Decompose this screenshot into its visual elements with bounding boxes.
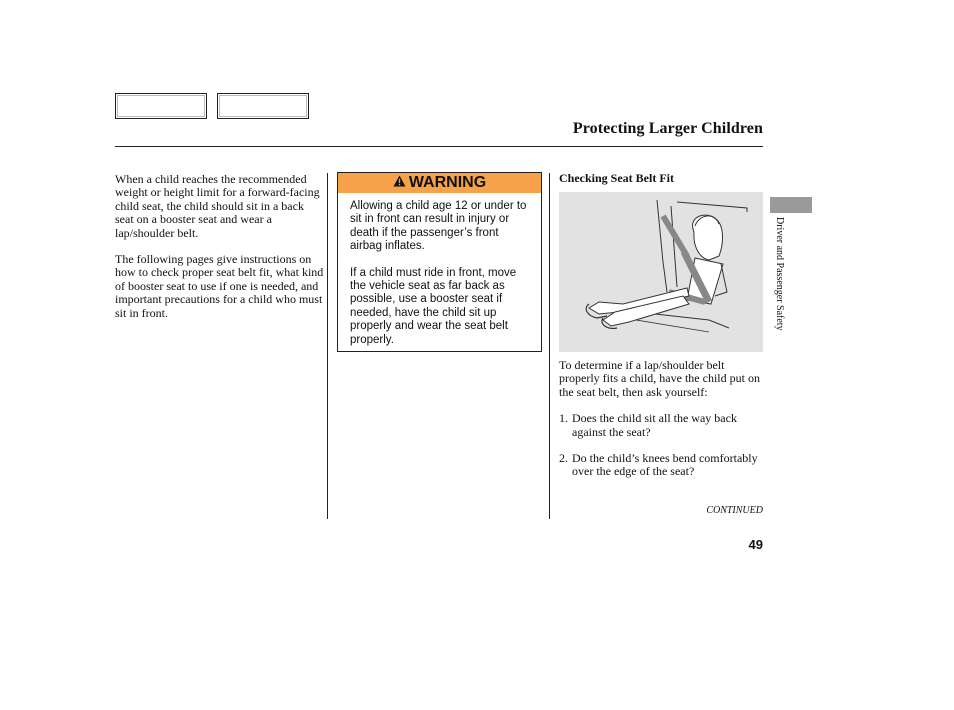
page-number: 49 [748,537,763,552]
column-divider-1 [327,173,328,519]
warning-paragraph-1: Allowing a child age 12 or under to sit in front can result in injury or death if the passenger’s front airbag inflates. [350,200,527,253]
intro-paragraph-2: The following pages give instructions on how to check proper seat belt fit, what kind of booster seat to use if one is needed, and important precautions for a child who must sit in front. [115,252,324,320]
question-number: 1. [559,411,568,426]
question-number: 2. [559,451,568,466]
warning-body [338,193,541,347]
column-divider-2 [549,173,550,519]
section-tab-label: Driver and Passenger Safety [774,217,785,331]
warning-box [337,172,542,352]
seat-belt-fit-text [559,359,763,492]
intro-column [115,173,325,333]
title-divider [115,146,763,147]
question-item-2 [559,452,763,479]
warning-header [338,173,541,193]
nav-button-previous[interactable] [115,93,207,119]
warning-triangle-icon [393,175,406,190]
warning-label: WARNING [408,174,487,191]
question-item-1 [559,412,763,439]
nav-button-next[interactable] [217,93,309,119]
question-text: Do the child’s knees bend comfortably over the edge of the seat? [572,451,758,479]
seat-belt-fit-column [559,172,763,185]
section-heading: Checking Seat Belt Fit [559,171,674,185]
warning-paragraph-2: If a child must ride in front, move the vehicle seat as far back as possible, use a booster seat if needed, have the child sit up properly and wear the seat belt properly. [350,266,517,346]
page-title: Protecting Larger Children [572,120,763,137]
intro-text: To determine if a lap/shoulder belt properly fits a child, have the child put on the seat belt, then ask yourself: [559,358,760,399]
child-seat-belt-illustration [559,192,763,352]
question-text: Does the child sit all the way back against the seat? [572,411,737,439]
continued-label: CONTINUED [706,505,763,516]
section-tab[interactable] [770,197,812,213]
intro-paragraph-1: When a child reaches the recommended weight or height limit for a forward-facing child seat, the child should sit in a back seat on a booster seat and wear a lap/shoulder belt. [115,172,320,240]
